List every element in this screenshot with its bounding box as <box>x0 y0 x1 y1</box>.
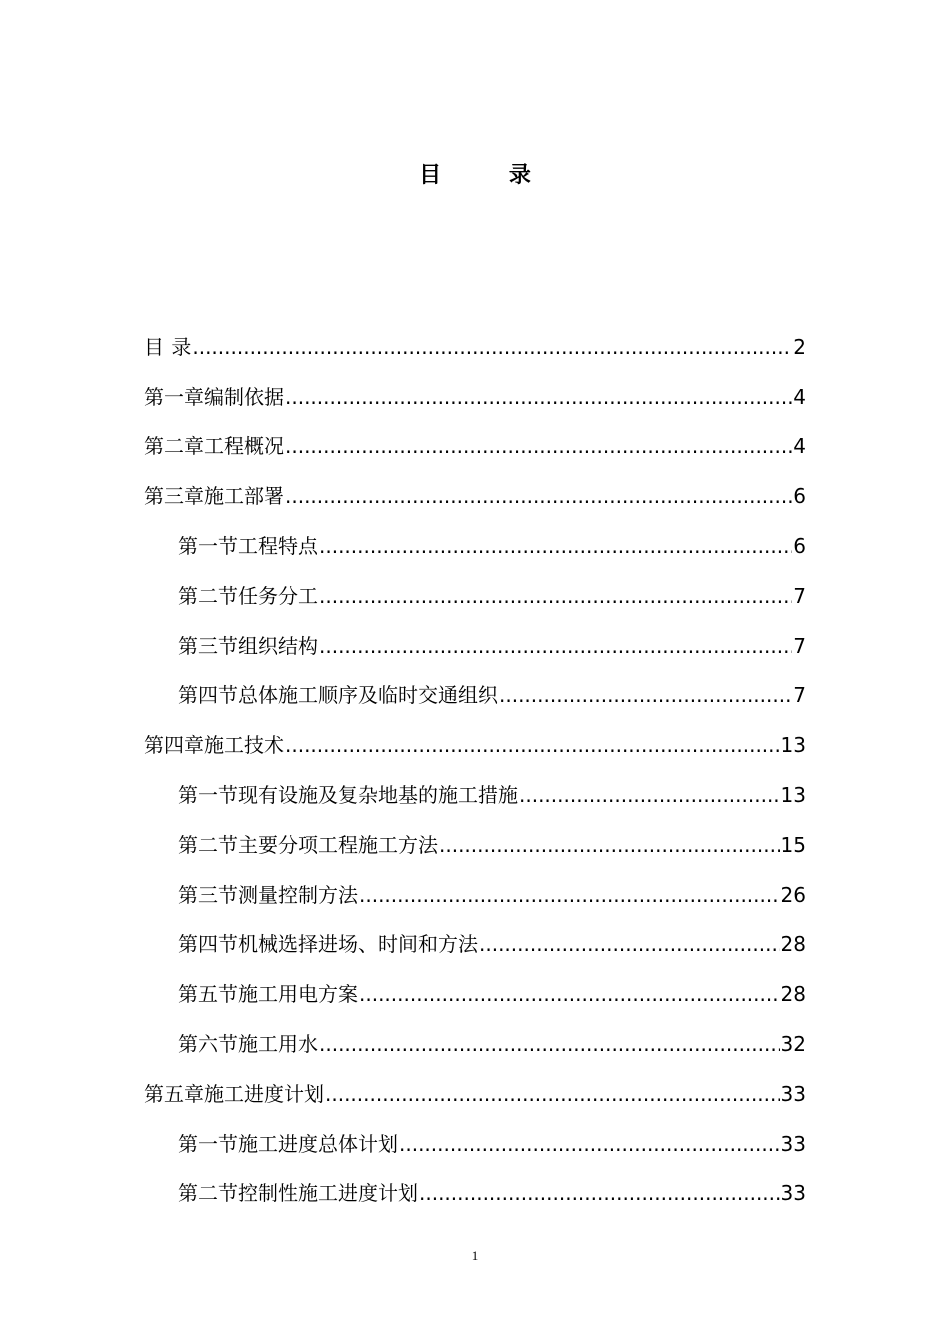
toc-entry[interactable] <box>144 621 806 671</box>
toc-entry-label: 录 <box>171 334 192 359</box>
toc-entry[interactable] <box>144 1169 806 1219</box>
toc-entry-label: 施工进度总体计划 <box>238 1131 398 1156</box>
toc-entry[interactable] <box>144 322 806 372</box>
toc-entry[interactable] <box>144 521 806 571</box>
toc-entry-page: 7 <box>793 583 806 608</box>
toc-entry-label: 编制依据 <box>204 384 284 409</box>
toc-entry-label: 现有设施及复杂地基的施工措施 <box>238 783 518 808</box>
toc-dot-leader <box>319 1029 780 1059</box>
toc-entry-number: 目 <box>144 334 164 359</box>
toc-entry-number: 第一节 <box>178 1131 238 1156</box>
toc-entry-number: 第四节 <box>178 932 238 957</box>
toc-dot-leader <box>359 880 780 910</box>
toc-entry-page: 33 <box>780 1081 806 1106</box>
toc-entry-label: 测量控制方法 <box>238 882 358 907</box>
toc-dot-leader <box>285 382 792 412</box>
toc-entry[interactable] <box>144 920 806 970</box>
page-title: 目 录 <box>419 163 561 188</box>
toc-entry-label: 组织结构 <box>238 633 318 658</box>
toc-entry-page: 13 <box>780 733 806 758</box>
toc-entry[interactable] <box>144 969 806 1019</box>
toc-entry-label: 工程特点 <box>238 534 318 559</box>
toc-entry[interactable] <box>144 1019 806 1069</box>
toc-entry-page: 32 <box>780 1032 806 1057</box>
toc-entry-label: 机械选择进场、时间和方法 <box>238 932 478 957</box>
toc-entry-page: 28 <box>780 932 806 957</box>
toc-entry-number: 第二节 <box>178 832 238 857</box>
toc-dot-leader <box>319 531 792 561</box>
toc-dot-leader <box>285 481 792 511</box>
toc-dot-leader <box>419 1178 780 1208</box>
toc-entry[interactable] <box>144 720 806 770</box>
toc-entry[interactable] <box>144 1119 806 1169</box>
toc-dot-leader <box>319 581 792 611</box>
toc-entry-page: 13 <box>780 783 806 808</box>
toc-entry-page: 4 <box>793 384 806 409</box>
toc-dot-leader <box>399 1129 780 1159</box>
toc-entry-page: 7 <box>793 683 806 708</box>
toc-entry-page: 2 <box>793 334 806 359</box>
toc-entry-number: 第二节 <box>178 1181 238 1206</box>
toc-entry[interactable] <box>144 820 806 870</box>
toc-entry-label: 施工部署 <box>204 484 284 509</box>
toc-entry[interactable] <box>144 471 806 521</box>
toc-dot-leader <box>359 979 780 1009</box>
toc-entry-page: 4 <box>793 434 806 459</box>
toc-entry-number: 第三节 <box>178 882 238 907</box>
toc-entry-label: 施工进度计划 <box>204 1081 324 1106</box>
toc-entry-number: 第一节 <box>178 783 238 808</box>
toc-entry[interactable] <box>144 372 806 422</box>
toc-entry-number: 第六节 <box>178 1032 238 1057</box>
toc-entry[interactable] <box>144 422 806 472</box>
toc-dot-leader <box>285 730 780 760</box>
toc-entry-number: 第五章 <box>144 1081 204 1106</box>
toc-dot-leader <box>192 332 792 362</box>
toc-entry-number: 第四章 <box>144 733 204 758</box>
toc-entry[interactable] <box>144 571 806 621</box>
toc-dot-leader <box>499 680 792 710</box>
toc-dot-leader <box>439 830 780 860</box>
toc-entry-page: 6 <box>793 484 806 509</box>
toc-entry-label: 总体施工顺序及临时交通组织 <box>238 683 498 708</box>
toc-entry-label: 施工用电方案 <box>238 982 358 1007</box>
toc-dot-leader <box>479 929 780 959</box>
toc-entry-label: 施工用水 <box>238 1032 318 1057</box>
toc-entry-page: 15 <box>780 832 806 857</box>
toc-entry-label: 控制性施工进度计划 <box>238 1181 418 1206</box>
toc-entry-page: 6 <box>793 534 806 559</box>
toc-entry-number: 第二节 <box>178 583 238 608</box>
toc-entry-number: 第二章 <box>144 434 204 459</box>
toc-entry-page: 7 <box>793 633 806 658</box>
toc-entry-page: 26 <box>780 882 806 907</box>
toc-dot-leader <box>319 631 792 661</box>
toc-entry-label: 施工技术 <box>204 733 284 758</box>
toc-dot-leader <box>519 780 780 810</box>
toc-entry[interactable] <box>144 671 806 721</box>
toc-dot-leader <box>285 431 792 461</box>
toc-entry-page: 33 <box>780 1181 806 1206</box>
toc-entry[interactable] <box>144 870 806 920</box>
toc-entry-page: 28 <box>780 982 806 1007</box>
toc-entry-label: 工程概况 <box>204 434 284 459</box>
toc-entry-number: 第四节 <box>178 683 238 708</box>
toc-entry-label: 主要分项工程施工方法 <box>238 832 438 857</box>
toc-entry-page: 33 <box>780 1131 806 1156</box>
toc-entry-number: 第一节 <box>178 534 238 559</box>
toc-entry-label: 任务分工 <box>238 583 318 608</box>
toc-entry[interactable] <box>144 1069 806 1119</box>
toc-entry-number: 第三节 <box>178 633 238 658</box>
toc-entry-number: 第三章 <box>144 484 204 509</box>
toc-entry-number: 第五节 <box>178 982 238 1007</box>
toc-dot-leader <box>325 1079 780 1109</box>
page-number: 1 <box>471 1248 479 1263</box>
toc-entry-number: 第一章 <box>144 384 204 409</box>
table-of-contents <box>144 322 806 1218</box>
toc-entry[interactable] <box>144 770 806 820</box>
